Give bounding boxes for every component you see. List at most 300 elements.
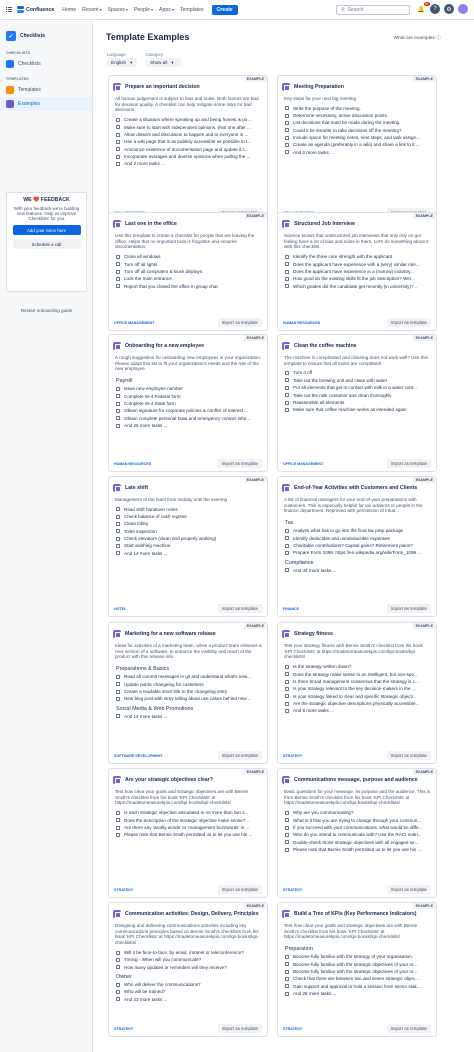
sidebar-item-checklists[interactable]: Checklists — [0, 57, 92, 71]
checkbox-icon — [116, 690, 120, 694]
checkbox-icon — [116, 983, 120, 987]
import-as-template-button[interactable]: Import as template — [387, 318, 431, 327]
task-item — [285, 105, 432, 112]
checkbox-icon — [285, 702, 289, 706]
checkbox-icon — [285, 811, 289, 815]
task-text: Make sure that coffee machine works as intended again — [293, 407, 407, 413]
checkbox-icon — [285, 665, 289, 669]
example-tag: EXAMPLE — [413, 477, 436, 483]
task-item — [116, 542, 263, 549]
task-text: What is it that you are trying to change through your commun... — [293, 817, 422, 823]
chevron-down-icon: ▾ — [171, 7, 174, 12]
task-item — [116, 407, 263, 414]
category-label: FINANCE — [283, 606, 299, 611]
task-item — [116, 981, 263, 988]
checkbox-icon — [116, 387, 120, 391]
checkbox-icon — [116, 682, 120, 686]
task-item — [116, 253, 263, 260]
card-description: A rough suggestion for onboarding new employees in your organization. Please adapt this list to fit your organization's needs and the role of the new employee. — [115, 355, 262, 372]
settings-gear-icon[interactable]: ⚙ — [444, 4, 454, 14]
checkbox-icon — [285, 393, 289, 397]
task-text: Reassemble all elements — [293, 399, 345, 405]
card-subheading: Compliance — [285, 559, 314, 566]
checkbox-icon — [285, 114, 289, 118]
card-description: The machine is complicated and cleaning does not work well? Use this template to ensure that all todos are completed! — [284, 355, 428, 366]
template-card[interactable] — [108, 75, 268, 221]
task-text: Is the strategy written down? — [293, 664, 352, 670]
category-label: STRATEGY — [114, 887, 134, 892]
task-text: Use a wiki page that is as publicly accessible as possible to t... — [124, 139, 252, 145]
template-card[interactable] — [108, 768, 268, 898]
import-as-template-button[interactable]: Import as template — [218, 885, 262, 894]
example-tag: EXAMPLE — [413, 623, 436, 629]
checkbox-icon — [285, 687, 289, 691]
task-text: Could it be smarter to take decisions off the meeting? — [293, 127, 402, 133]
task-item — [116, 949, 263, 956]
task-item — [285, 149, 432, 156]
import-as-template-button[interactable]: Import as template — [218, 1024, 262, 1033]
card-title: Onboarding for a new employee — [125, 343, 204, 349]
checkbox-icon — [116, 537, 120, 541]
app-switcher-icon[interactable] — [6, 7, 12, 13]
task-item — [116, 964, 263, 971]
task-item — [116, 385, 263, 392]
task-text: Identify the three core strength with the applicant — [293, 254, 393, 260]
task-text: Which grades did the candidate get recently (in university)?... — [293, 283, 418, 289]
task-text: Will it be face-to-face, by email, intranet or teleconference? — [124, 949, 244, 955]
card-subheading: Preparations & Basics — [116, 666, 170, 673]
checkbox-icon — [285, 150, 289, 154]
template-card[interactable] — [108, 902, 268, 1037]
example-tag: EXAMPLE — [413, 903, 436, 909]
task-text: Determine necessary, active discussion points. — [293, 113, 389, 119]
task-item — [116, 124, 263, 131]
nav-spaces[interactable]: Spaces ▾ — [107, 6, 128, 13]
task-text: Obtain signature for corporate policies & conflict of interest ... — [124, 408, 249, 414]
task-item — [116, 956, 263, 963]
template-card[interactable] — [277, 212, 437, 331]
task-item — [285, 817, 432, 824]
card-description: Test how clear your goals and strategic objectives are with Bernie Smith's checklist from his book 'KPI Checklists' at https://madetomeasurekpis.com/kpi-books/kpi-checklists/ — [115, 789, 249, 806]
card-title: Prepare an important decision — [125, 84, 200, 90]
card-task-list — [109, 250, 267, 290]
sidebar-item-templates[interactable]: Templates — [0, 83, 92, 97]
card-footer — [278, 601, 436, 616]
feedback-panel — [6, 192, 87, 292]
task-item — [285, 983, 432, 990]
card-description: Key steps for your next big meeting — [284, 96, 357, 101]
task-item — [116, 809, 263, 816]
card-task-list — [109, 806, 267, 838]
task-item — [116, 681, 263, 688]
template-card[interactable] — [108, 476, 268, 617]
example-tag: EXAMPLE — [413, 213, 436, 219]
import-as-template-button[interactable]: Import as template — [387, 1024, 431, 1033]
import-as-template-button[interactable]: Import as template — [387, 604, 431, 613]
task-item — [285, 846, 432, 853]
task-item — [285, 384, 432, 391]
task-item — [285, 527, 432, 534]
checkbox-icon — [116, 416, 120, 420]
search-icon: ⚲ — [341, 7, 345, 13]
nav-recent[interactable]: Recent ▾ — [82, 6, 102, 13]
checkbox-icon — [285, 128, 289, 132]
checkbox-icon — [285, 270, 289, 274]
card-description: Basic questions for your message, its purpose and the audience. This is from Bernie Smith's checklist from his book 'KPI Checklists' at https://madetomeasurekpis.com/kpi-books/kpi-checklists/ — [284, 789, 431, 806]
task-item — [285, 406, 432, 413]
task-item — [116, 261, 263, 268]
task-text: New blog post with story telling about use cases behind new... — [124, 696, 251, 702]
task-text: And 14 more tasks ... — [124, 713, 168, 719]
task-text: Incorporate averages and diverse opinions when pulling the ... — [124, 153, 251, 159]
chevron-down-icon: ▾ — [171, 59, 174, 65]
example-tag: EXAMPLE — [413, 76, 436, 82]
task-text: Write the purpose of the meeting. — [293, 105, 361, 111]
task-text: Charitable contributions? Capital gains? Retirement plans? — [293, 542, 413, 548]
task-text: Turn it off — [293, 370, 313, 376]
task-item — [285, 377, 432, 384]
import-as-template-button[interactable]: Import as template — [218, 751, 262, 760]
task-text: Complete W-4 Federal form — [124, 393, 181, 399]
task-item — [285, 268, 432, 275]
category-label: OFFICE MANAGEMENT — [114, 320, 155, 325]
task-item — [285, 253, 432, 260]
task-text: And 2 more tasks ... — [124, 161, 165, 167]
checkbox-icon — [285, 529, 289, 533]
checkbox-icon — [116, 529, 120, 533]
task-text: And 34 more tasks ... — [293, 567, 337, 573]
task-item — [285, 127, 432, 134]
checklist-icon — [113, 220, 121, 228]
task-item — [285, 535, 432, 542]
user-avatar[interactable] — [458, 4, 468, 14]
checkbox-icon — [285, 833, 289, 837]
task-text: Read shift handover notes — [124, 506, 178, 512]
task-item — [116, 528, 263, 535]
help-icon[interactable]: ? — [430, 4, 440, 14]
task-text: Obtain complete personal Data and emergency contact infor... — [124, 415, 251, 421]
checkbox-icon — [116, 255, 120, 259]
template-card[interactable] — [277, 334, 437, 472]
task-item — [285, 685, 432, 692]
task-text: Create a situation where speaking up and being honest is po... — [124, 117, 252, 123]
checkbox-icon — [116, 125, 120, 129]
task-item — [116, 817, 263, 824]
task-item — [285, 549, 432, 556]
card-title: Build a Tree of KPIs (Key Performance Indicators) — [294, 911, 417, 917]
template-card[interactable] — [277, 476, 437, 617]
task-item — [285, 678, 432, 685]
task-item — [285, 567, 432, 574]
checkbox-icon — [285, 992, 289, 996]
checkbox-icon — [116, 551, 120, 555]
search-input[interactable]: ⚲ Search — [336, 5, 410, 15]
checkbox-icon — [285, 255, 289, 259]
import-as-template-button[interactable]: Import as template — [218, 318, 262, 327]
nav-people[interactable]: People ▾ — [133, 6, 154, 13]
example-tag: EXAMPLE — [244, 76, 267, 82]
card-subheading: Social Media & Web Promotions — [116, 705, 194, 712]
card-description: Use this template to create a checklist for people that are leaving the office. Helps that no important todo is forgotten and ensures documentation. — [115, 233, 255, 250]
task-item — [285, 119, 432, 126]
task-item — [116, 506, 263, 513]
what-are-examples-link[interactable]: What are examples ⓘ — [393, 36, 441, 41]
task-text: Gain support and approval to hold a session from senior stak... — [293, 983, 421, 989]
create-button[interactable]: Create — [212, 5, 238, 15]
task-text: Check balance of cash register — [124, 514, 188, 520]
nav-apps[interactable]: Apps ▾ — [159, 6, 174, 13]
task-text: Include space for meeting notes, next steps, and task assign... — [293, 135, 420, 141]
card-title: Strategy fitness — [294, 631, 333, 637]
task-text: Issue new employee number — [124, 386, 183, 392]
task-text: Is each strategic objective articulated in no more than two s... — [124, 810, 249, 816]
checklist-icon — [282, 910, 290, 918]
checkbox-icon — [116, 697, 120, 701]
card-task-list — [278, 806, 436, 853]
card-title: Marketing for a new software release — [125, 631, 216, 637]
sidebar-item-examples[interactable]: Examples — [0, 97, 92, 111]
checklist-icon — [282, 484, 290, 492]
restart-onboarding-link[interactable]: Restart onboarding guide — [20, 308, 73, 313]
task-text: Please note that Bernie Smith permitted us to let you use his ... — [293, 846, 422, 852]
checkbox-icon — [116, 162, 120, 166]
task-text: If you succeed with your communications, what would be diffe... — [293, 824, 423, 830]
task-text: Does the strategy make sense to an intelligent, but non-spe... — [293, 671, 418, 677]
import-as-template-button[interactable]: Import as template — [218, 459, 262, 468]
task-item — [116, 268, 263, 275]
card-task-list — [278, 102, 436, 156]
checklist-icon — [113, 630, 121, 638]
checkbox-icon — [285, 848, 289, 852]
checkbox-icon — [285, 680, 289, 684]
category-label: HOTEL — [114, 606, 127, 611]
card-description: Science knows that unstructured job interviews that only rely on gut feeling have a lot of bias and noise in them. Let's do something about it with this checklist. — [284, 233, 429, 250]
task-item — [285, 975, 432, 982]
checkbox-icon — [285, 386, 289, 390]
task-text: Does the description of the strategic objective make sense?... — [124, 817, 250, 823]
checkbox-icon — [116, 997, 120, 1001]
task-item — [116, 673, 263, 680]
examples-icon — [6, 100, 14, 108]
task-text: Turn off all computers & kiosk displays — [124, 268, 203, 274]
card-footer — [109, 748, 267, 763]
task-item — [116, 422, 263, 429]
task-text: Update public changelog for customers — [124, 681, 204, 687]
card-footer — [109, 882, 267, 897]
checkbox-icon — [116, 958, 120, 962]
card-title: End-of-Year Activities with Customers and Clients — [294, 485, 418, 491]
checklist-icon — [282, 83, 290, 91]
task-text: Who will deliver the communications? — [124, 981, 201, 987]
task-text: Double-check those strategic objectives with all engaged se... — [293, 839, 419, 845]
task-text: Prepare Form 1099: https://en.wikipedia.org/wiki/Form_1099 ... — [293, 550, 422, 556]
task-text: Create a readable short link to the changelog entry — [124, 688, 228, 694]
checkbox-icon — [285, 277, 289, 281]
task-item — [285, 953, 432, 960]
checkbox-icon — [116, 424, 120, 428]
task-item — [285, 961, 432, 968]
example-tag: EXAMPLE — [244, 903, 267, 909]
checkbox-icon — [285, 962, 289, 966]
task-text: And 28 more tasks ... — [293, 990, 337, 996]
task-text: Check that there are between two and seven strategic objec... — [293, 976, 419, 982]
task-text: Allow dissent and discussion to happen and to everyone in ... — [124, 131, 249, 137]
checklist-icon — [6, 60, 14, 68]
task-text: Become fully familiar with the strategic objectives of your or... — [293, 961, 418, 967]
card-task-list — [278, 940, 436, 997]
checkbox-icon — [116, 409, 120, 413]
nav-home[interactable]: Home — [62, 6, 77, 13]
task-text: Does the applicant have experience with a (very) similar role... — [293, 261, 420, 267]
top-navigation — [0, 0, 474, 20]
task-item — [116, 996, 263, 1003]
task-item — [285, 809, 432, 816]
task-item — [285, 542, 432, 549]
example-tag: EXAMPLE — [244, 769, 267, 775]
card-footer — [278, 456, 436, 471]
checkbox-icon — [116, 155, 120, 159]
task-item — [285, 392, 432, 399]
task-item — [285, 112, 432, 119]
main-content — [97, 21, 474, 1052]
task-text: Become fully familiar with the strategic objectives of your or... — [293, 968, 418, 974]
chevron-down-icon: ▾ — [130, 59, 133, 65]
task-item — [116, 520, 263, 527]
checkbox-icon — [116, 270, 120, 274]
card-footer — [278, 882, 436, 897]
language-select[interactable]: English ▾ — [107, 58, 137, 67]
task-item — [285, 275, 432, 282]
card-description: A list of financial managers for your end-of-year preparations with customers. This is especially helpful for tax advisors or people in the finance department. Reprinted with permission of Intuit... — [284, 497, 423, 514]
checkbox-icon — [285, 536, 289, 540]
notifications-bell-icon[interactable]: 🔔 9+ — [417, 2, 429, 13]
schedule-call-button[interactable]: Schedule a call — [13, 239, 81, 249]
task-text: Who will be trained? — [124, 989, 166, 995]
card-description: Designing and delivering communications activities including key communications principles based on Bernie Smith's checklists from his book 'KPI Checklists' at https://madetomeasurekpis.com/kpi-books/kpi-checklists/ — [115, 923, 259, 946]
checkbox-icon — [116, 133, 120, 137]
template-card[interactable] — [277, 622, 437, 764]
task-item — [285, 700, 432, 707]
checkbox-icon — [116, 284, 120, 288]
checkbox-icon — [116, 515, 120, 519]
card-subheading: Preparation — [285, 946, 313, 953]
task-text: Report that you closed the office in group chat — [124, 283, 218, 289]
checklist-icon — [282, 220, 290, 228]
checkbox-icon — [285, 672, 289, 676]
import-as-template-button[interactable]: Import as template — [387, 459, 431, 468]
card-title: Structured Job Interview — [294, 221, 355, 227]
template-card[interactable] — [108, 334, 268, 472]
task-text: Read all commit messages in git and understand what's new... — [124, 674, 251, 680]
checkbox-icon — [285, 955, 289, 959]
checkbox-icon — [285, 136, 289, 140]
task-text: Take out the brewing unit and clean with water — [293, 377, 388, 383]
task-text: Who do you intend to communicate with? Use the RACI matri... — [293, 832, 422, 838]
category-select[interactable]: Show all ▾ — [146, 58, 181, 67]
language-label: Language — [107, 52, 126, 57]
task-text: Clean lobby — [124, 521, 149, 527]
task-item — [285, 693, 432, 700]
task-item — [116, 688, 263, 695]
template-card[interactable] — [277, 75, 437, 221]
task-text: And 2 more tasks ... — [293, 149, 334, 155]
task-text: Make sure to start with independent opinions. (Not one after ... — [124, 124, 251, 130]
category-label: STRATEGY — [283, 887, 303, 892]
task-item — [116, 415, 263, 422]
checkbox-icon — [116, 714, 120, 718]
card-description: Ideas for activities of a marketing team, when a product team releases a new version of a software, to enhance the visibility and reach of the product with this release info. — [115, 643, 262, 660]
checkbox-icon — [116, 811, 120, 815]
feedback-title: WE ❤️ FEEDBACK — [23, 197, 70, 203]
import-as-template-button[interactable]: Import as template — [387, 885, 431, 894]
task-item — [116, 824, 263, 831]
task-text: Timing - When will you communicate? — [124, 957, 202, 963]
checklist-icon — [113, 83, 121, 91]
card-footer — [109, 601, 267, 616]
task-text: And 14 more tasks ... — [124, 550, 168, 556]
checkbox-icon — [116, 675, 120, 679]
template-card[interactable] — [277, 902, 437, 1037]
import-as-template-button[interactable]: Import as template — [387, 751, 431, 760]
task-item — [116, 116, 263, 123]
chevron-down-icon: ▾ — [125, 7, 128, 12]
card-title: Are your strategic objectives clear? — [125, 777, 213, 783]
task-text: Turn off all lights — [124, 261, 158, 267]
checklist-icon — [282, 776, 290, 784]
task-text: Please note that Bernie Smith permitted us to let you use his ... — [124, 832, 253, 838]
task-item — [285, 261, 432, 268]
task-text: Take out the milk container and clean thoroughly — [293, 392, 392, 398]
task-item — [285, 968, 432, 975]
space-header[interactable]: ✓ Checklists — [0, 21, 92, 45]
checkbox-icon — [116, 965, 120, 969]
task-text: Create an agenda (preferably in a wiki) and share a link to it ... — [293, 142, 420, 148]
add-voice-button[interactable]: Add your voice here — [13, 225, 81, 235]
example-tag: EXAMPLE — [244, 335, 267, 341]
task-text: And 23 more tasks ... — [124, 996, 168, 1002]
task-item — [285, 134, 432, 141]
import-as-template-button[interactable]: Import as template — [218, 604, 262, 613]
checkbox-icon — [285, 121, 289, 125]
task-item — [285, 671, 432, 678]
checkbox-icon — [285, 551, 289, 555]
confluence-logo[interactable]: Confluence — [17, 6, 54, 13]
checkbox-icon — [285, 143, 289, 147]
task-text: Toilet inspection — [124, 528, 157, 534]
task-text: Complete W-4 State form — [124, 400, 176, 406]
checklist-icon — [113, 776, 121, 784]
template-card[interactable] — [277, 768, 437, 898]
card-task-list — [109, 660, 267, 720]
template-card[interactable] — [108, 622, 268, 764]
card-description: Test how clear your goals and strategic objectives are with Bernie Smith's checklist from his book 'KPI Checklists' at https://madetomeasurekpis.com/kpi-books/kpi-checklists/ — [284, 923, 418, 940]
task-item — [285, 369, 432, 376]
task-item — [116, 153, 263, 160]
checklist-icon — [113, 342, 121, 350]
category-label: STRATEGY — [283, 1026, 303, 1031]
nav-templates[interactable]: Templates — [179, 6, 204, 13]
card-title: Communication activities: Design, Delivery, Principles — [125, 911, 259, 917]
card-title: Late shift — [125, 485, 149, 491]
checkbox-icon — [116, 147, 120, 151]
template-card[interactable] — [108, 212, 268, 331]
checkbox-icon — [285, 709, 289, 713]
checkbox-icon — [285, 284, 289, 288]
section-label-checklists: CHECKLISTS — [6, 51, 31, 55]
task-item — [116, 713, 263, 720]
card-task-list — [109, 946, 267, 1003]
card-description: Test your strategy fitness with Bernie Smith's checklist from his book 'KPI Checklists' at https://madetomeasurekpis.com/kpi-books/kpi-checklists/ — [284, 643, 423, 660]
